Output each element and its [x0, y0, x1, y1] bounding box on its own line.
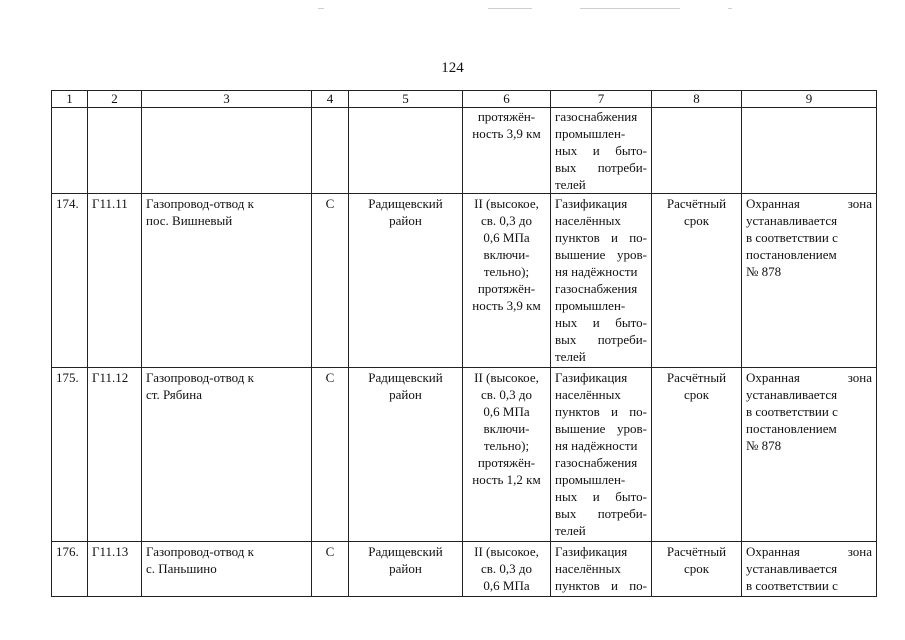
cell-term: Расчётный срок [652, 368, 742, 542]
column-header: 3 [142, 91, 312, 108]
cell-name: Газопровод-отвод к с. Паньшино [142, 542, 312, 597]
cell-zone: Охранная зона устанавливается в соответствии с постановлением № 878 [742, 194, 877, 368]
scan-artifact [318, 8, 324, 9]
table-row [52, 368, 877, 542]
cell-name: Газопровод-отвод к пос. Вишневый [142, 194, 312, 368]
cell-empty [88, 108, 142, 194]
cell-num: 174. [52, 194, 88, 368]
column-header: 8 [652, 91, 742, 108]
cell-params: II (высокое, св. 0,3 до 0,6 МПа включи- тельно); протяжён- ность 3,9 км [463, 194, 551, 368]
column-header: 9 [742, 91, 877, 108]
cell-purpose: Газификация населённых пунктов и по- вышение уров- ня надёжности газоснабжения промышлен- ных и быто- вых потреби- телей [551, 194, 652, 368]
column-header: 7 [551, 91, 652, 108]
page-number: 124 [441, 60, 464, 76]
cell-empty [652, 108, 742, 194]
cell-empty [349, 108, 463, 194]
registry-table [51, 90, 877, 597]
cell-num: 176. [52, 542, 88, 597]
table-row [52, 542, 877, 597]
cell-params: протяжён- ность 3,9 км [463, 108, 551, 194]
cell-location: Радищевский район [349, 368, 463, 542]
cell-term: Расчётный срок [652, 542, 742, 597]
column-header: 1 [52, 91, 88, 108]
cell-location: Радищевский район [349, 542, 463, 597]
column-header: 5 [349, 91, 463, 108]
cell-params: II (высокое, св. 0,3 до 0,6 МПа включи- тельно); протяжён- ность 1,2 км [463, 368, 551, 542]
column-header: 4 [312, 91, 349, 108]
cell-term: Расчётный срок [652, 194, 742, 368]
table-row-continuation [52, 108, 877, 194]
cell-status: С [312, 542, 349, 597]
column-header: 6 [463, 91, 551, 108]
cell-code: Г11.13 [88, 542, 142, 597]
header-row [52, 91, 877, 108]
cell-purpose: Газификация населённых пунктов и по- вышение уров- ня надёжности газоснабжения промышлен- ных и быто- вых потреби- телей [551, 368, 652, 542]
scan-artifact [488, 8, 532, 9]
cell-code: Г11.11 [88, 194, 142, 368]
cell-location: Радищевский район [349, 194, 463, 368]
cell-purpose: Газификация населённых пунктов и по- [551, 542, 652, 597]
cell-num: 175. [52, 368, 88, 542]
cell-empty [142, 108, 312, 194]
cell-empty [312, 108, 349, 194]
cell-purpose: газоснабжения промышлен- ных и быто- вых потреби- телей [551, 108, 652, 194]
cell-name: Газопровод-отвод к ст. Рябина [142, 368, 312, 542]
cell-zone: Охранная зона устанавливается в соответствии с [742, 542, 877, 597]
cell-params: II (высокое, св. 0,3 до 0,6 МПа [463, 542, 551, 597]
cell-status: С [312, 194, 349, 368]
cell-empty [742, 108, 877, 194]
cell-empty [52, 108, 88, 194]
scan-artifact [580, 8, 680, 9]
cell-code: Г11.12 [88, 368, 142, 542]
cell-status: С [312, 368, 349, 542]
cell-zone: Охранная зона устанавливается в соответствии с постановлением № 878 [742, 368, 877, 542]
table-row [52, 194, 877, 368]
scan-artifact [728, 8, 732, 9]
column-header: 2 [88, 91, 142, 108]
